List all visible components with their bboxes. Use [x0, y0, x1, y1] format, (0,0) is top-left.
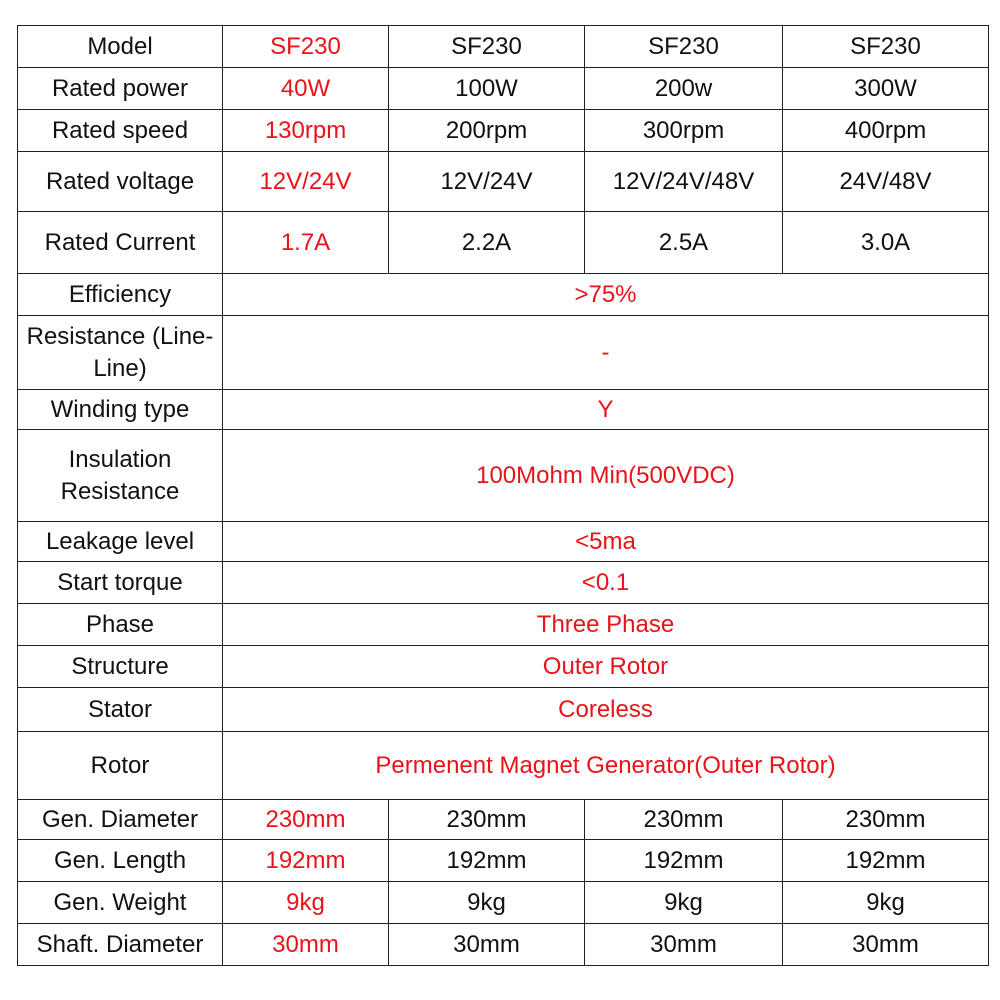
table-row-structure — [18, 646, 989, 688]
cell-value-merged: 100Mohm Min(500VDC) — [223, 430, 989, 522]
cell-value: SF230 — [783, 26, 989, 68]
cell-value: 1.7A — [223, 212, 389, 274]
table-row-efficiency — [18, 274, 989, 316]
cell-value: 24V/48V — [783, 152, 989, 212]
cell-value: 12V/24V — [389, 152, 585, 212]
table-row-model — [18, 26, 989, 68]
table-row-gen-length — [18, 840, 989, 882]
row-label: Efficiency — [18, 274, 223, 316]
row-label: Structure — [18, 646, 223, 688]
row-label: Insulation Resistance — [18, 430, 223, 522]
cell-value: SF230 — [389, 26, 585, 68]
cell-value-merged: >75% — [223, 274, 989, 316]
cell-value: 3.0A — [783, 212, 989, 274]
cell-value: 230mm — [389, 800, 585, 840]
cell-value: 300W — [783, 68, 989, 110]
cell-value: SF230 — [585, 26, 783, 68]
cell-value-merged: <0.1 — [223, 562, 989, 604]
cell-value: 2.2A — [389, 212, 585, 274]
cell-value-merged: Y — [223, 390, 989, 430]
row-label: Model — [18, 26, 223, 68]
cell-value: 192mm — [585, 840, 783, 882]
cell-value: 200w — [585, 68, 783, 110]
cell-value: 130rpm — [223, 110, 389, 152]
cell-value-merged: Three Phase — [223, 604, 989, 646]
cell-value: 2.5A — [585, 212, 783, 274]
table-row-gen-weight — [18, 882, 989, 924]
table-row-gen-diameter — [18, 800, 989, 840]
table-row-stator — [18, 688, 989, 732]
row-label: Rated speed — [18, 110, 223, 152]
cell-value: 9kg — [223, 882, 389, 924]
table-row-rated-current — [18, 212, 989, 274]
cell-value-merged: <5ma — [223, 522, 989, 562]
cell-value: 300rpm — [585, 110, 783, 152]
cell-value: 12V/24V — [223, 152, 389, 212]
table-row-phase — [18, 604, 989, 646]
cell-value: 230mm — [783, 800, 989, 840]
spec-table — [17, 25, 989, 966]
row-label: Rated Current — [18, 212, 223, 274]
table-row-start-torque — [18, 562, 989, 604]
table-row-rated-power — [18, 68, 989, 110]
row-label: Rotor — [18, 732, 223, 800]
table-row-shaft-diameter — [18, 924, 989, 966]
row-label: Shaft. Diameter — [18, 924, 223, 966]
row-label: Phase — [18, 604, 223, 646]
cell-value: 30mm — [783, 924, 989, 966]
cell-value: 192mm — [223, 840, 389, 882]
table-row-resistance — [18, 316, 989, 390]
cell-value: SF230 — [223, 26, 389, 68]
row-label: Winding type — [18, 390, 223, 430]
cell-value: 230mm — [223, 800, 389, 840]
cell-value: 400rpm — [783, 110, 989, 152]
row-label: Stator — [18, 688, 223, 732]
cell-value: 192mm — [389, 840, 585, 882]
cell-value: 192mm — [783, 840, 989, 882]
cell-value: 12V/24V/48V — [585, 152, 783, 212]
cell-value: 9kg — [585, 882, 783, 924]
cell-value-merged: Coreless — [223, 688, 989, 732]
row-label: Resistance (Line-Line) — [18, 316, 223, 390]
row-label: Leakage level — [18, 522, 223, 562]
cell-value: 230mm — [585, 800, 783, 840]
cell-value: 40W — [223, 68, 389, 110]
table-row-insulation-resistance — [18, 430, 989, 522]
cell-value: 30mm — [389, 924, 585, 966]
cell-value: 30mm — [585, 924, 783, 966]
row-label: Gen. Diameter — [18, 800, 223, 840]
cell-value-merged: Permenent Magnet Generator(Outer Rotor) — [223, 732, 989, 800]
row-label: Gen. Weight — [18, 882, 223, 924]
cell-value-merged: - — [223, 316, 989, 390]
cell-value: 30mm — [223, 924, 389, 966]
table-row-winding-type — [18, 390, 989, 430]
table-row-rotor — [18, 732, 989, 800]
row-label: Start torque — [18, 562, 223, 604]
table-row-leakage-level — [18, 522, 989, 562]
cell-value: 9kg — [389, 882, 585, 924]
cell-value-merged: Outer Rotor — [223, 646, 989, 688]
row-label: Rated voltage — [18, 152, 223, 212]
cell-value: 200rpm — [389, 110, 585, 152]
row-label: Gen. Length — [18, 840, 223, 882]
row-label: Rated power — [18, 68, 223, 110]
table-row-rated-speed — [18, 110, 989, 152]
cell-value: 100W — [389, 68, 585, 110]
table-row-rated-voltage — [18, 152, 989, 212]
cell-value: 9kg — [783, 882, 989, 924]
